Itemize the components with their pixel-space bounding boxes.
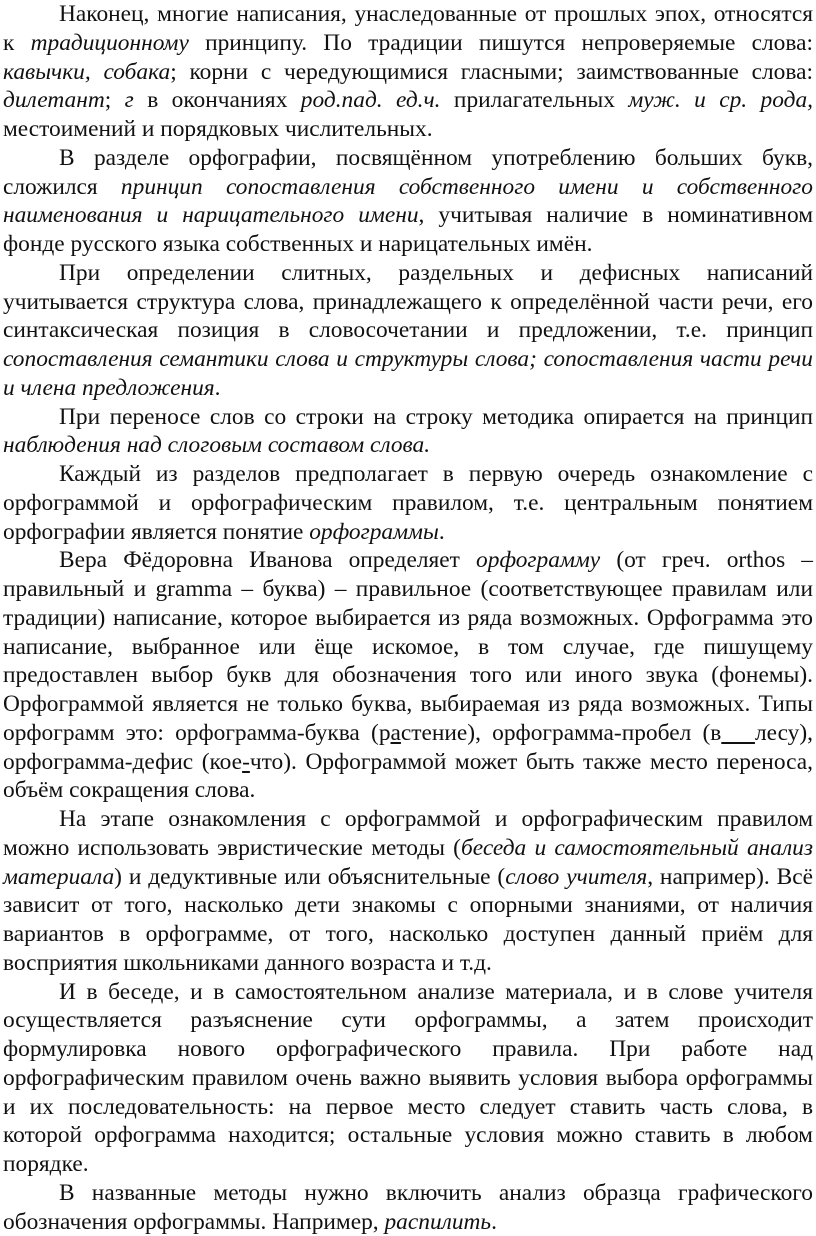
text-run: В названные методы нужно включить анализ образца графического обозначения орфограммы. Например, [3, 1179, 813, 1235]
text-run: прилагательных [440, 87, 629, 114]
text-run: ; корни с чередующимися гласными; заимствованные слова: [170, 58, 813, 85]
text-run: . [438, 518, 445, 545]
paragraph-orthogram-definition [3, 546, 813, 805]
text-run: (от греч. orthos – правильный и gramma – буква) – правильное (соответствующее правилам или традиции) написание, которое выбирается из ряда возможных. Орфограмма это написание, выбранное или ёще искомое, в том случае, где пишущему предоставлен выбор букв для обозначения того или иного звука (фонемы). Орфограммой является не только буква, выбираемая из ряда возможных. Типы орфограмм это: орфограмма-буква (р [3, 547, 813, 746]
text-run: Наконец, многие написания, унаследованные от прошлых эпох, относятся к [3, 1, 813, 56]
text-run: . [491, 1208, 497, 1235]
italic-term: беседа и самостоятельный анализ материала [3, 834, 814, 890]
paragraph-orthogram-concept [3, 460, 813, 546]
underlined-hyphen: - [242, 748, 250, 775]
text-run: При определении слитных, раздельных и дефисных написаний учитывается структура слова, принадлежащего к определённой части речи, его синтаксическая позиция в словосочетании и предложении, т.е. принцип [3, 259, 813, 344]
italic-term: орфограммы [309, 518, 439, 545]
text-run: На этапе ознакомления с орфограммой и орфографическим правилом можно использовать эвристические методы ( [3, 806, 813, 861]
text-run: Каждый из разделов предполагает в первую очередь ознакомление с орфограммой и орфографическим правилом, т.е. центральным понятием орфографии является понятие [3, 461, 813, 545]
italic-term: кавычки, собака [3, 58, 171, 85]
underlined-gap [721, 720, 755, 746]
italic-term: орфограмму [476, 547, 601, 574]
italic-term: распилить [384, 1208, 492, 1235]
italic-term: традиционному [30, 29, 189, 56]
text-run: Вера Фёдоровна Иванова определяет [59, 547, 477, 574]
paragraph-capital-letters [3, 144, 813, 259]
italic-term: принцип сопоставления собственного имени и собственного наименования и нарицательного имени [3, 173, 813, 229]
paragraph-rule-formulation [3, 978, 813, 1179]
text-run: в окончаниях [133, 87, 301, 114]
paragraph-word-transfer [3, 403, 813, 461]
text-run: И в беседе, и в самостоятельном анализе материала, и в слове учителя осуществляется разъяснение сути орфограммы, а затем происходит формулировка нового орфографического правила. При работе над орфографическим правилом очень важно выявить условия выбора орфограммы и их последовательность: на первое место следует ставить часть слова, в которой орфограмма находится; остальные условия можно ставить в любом порядке. [3, 978, 813, 1177]
paragraph-graphic-designation [3, 1179, 813, 1236]
text-run: принципу. По традиции пишутся непроверяемые слова: [188, 29, 813, 56]
text-run: При переносе слов со строки на строку методика опирается на принцип [59, 403, 813, 430]
italic-term: слово учителя [505, 863, 648, 890]
text-run: . [214, 374, 221, 401]
text-run: лесу), орфограмма-дефис (кое [3, 719, 813, 775]
text-run: , учитывая наличие в номинативном фонде русского языка собственных и нарицательных имён. [3, 202, 813, 257]
text-run: ) и дедуктивные или объяснительные ( [114, 863, 506, 890]
italic-term: г [124, 87, 134, 114]
paragraph-joint-separate-spelling [3, 259, 813, 403]
italic-term: наблюдения над слоговым составом слова. [3, 432, 431, 459]
text-run: В разделе орфографии, посвящённом употреблению больших букв, сложился [3, 144, 813, 200]
italic-term: род.пад. ед.ч. [300, 87, 441, 114]
italic-term: муж. и ср. рода, [628, 87, 813, 114]
text-run: стение), орфограмма-пробел (в [400, 719, 722, 746]
text-run: ; [104, 87, 125, 114]
italic-term: дилетант [3, 87, 105, 114]
paragraph-traditional-principle [3, 0, 813, 144]
paragraph-teaching-methods [3, 805, 813, 978]
italic-term: сопоставления семантики слова и структуры слова; сопоставления части речи и члена предложения [3, 346, 813, 401]
text-run: что). Орфограммой может быть также место переноса, объём сокращения слова. [3, 748, 813, 804]
text-run: , например). Всё зависит от того, насколько дети знакомы с опорными знаниями, от наличия вариантов в орфограмме, от того, насколько доступен данный приём для восприятия школьниками данного возраста и т.д. [3, 863, 813, 976]
text-run: местоимений и порядковых числительных. [3, 116, 433, 142]
underlined-letter: а [390, 719, 401, 746]
